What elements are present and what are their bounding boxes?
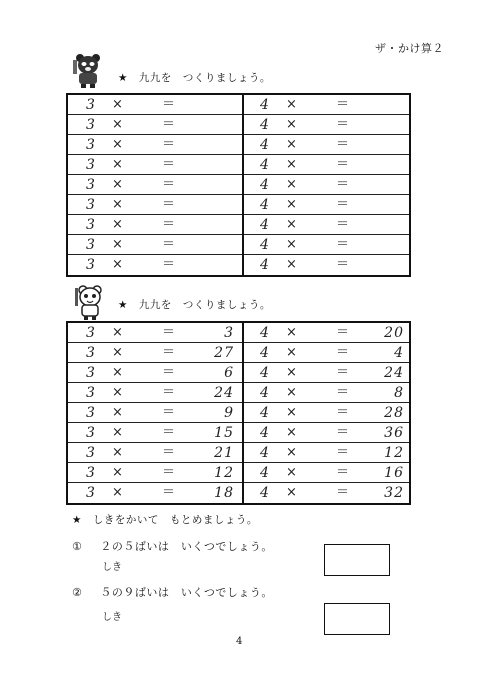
table-row: 4 × ＝ 16 [244, 463, 409, 483]
question-2 [72, 584, 273, 600]
table-row: 3 × ＝ 18 [86, 485, 234, 501]
table-row: 4 × ＝ [244, 215, 409, 235]
table-row: 4 × ＝ [260, 257, 350, 273]
table-row: 3 × ＝ 12 [68, 463, 242, 483]
table-row: 3 × ＝ [68, 235, 242, 255]
table-row: 4 × ＝ 28 [244, 403, 409, 423]
question-number: ② [72, 586, 83, 599]
answer-box-1[interactable] [324, 544, 390, 576]
table-row: 4 × ＝ [244, 115, 409, 135]
page-number: 4 [236, 636, 243, 647]
section1-title: ★ 九九を つくりましょう。 [118, 72, 271, 84]
table2-right-column [244, 323, 409, 503]
table-row: 3 × ＝ 9 [68, 403, 242, 423]
table-row: 4 × ＝ [244, 95, 409, 115]
table-row: 3 × ＝ [68, 155, 242, 175]
table-row: 4 × ＝ 12 [244, 443, 409, 463]
table-row: 3 × ＝ 21 [68, 443, 242, 463]
multiplication-table-1 [66, 93, 411, 277]
table-row: 4 × ＝ 20 [244, 323, 409, 343]
table-row: 3 × ＝ 3 [68, 323, 242, 343]
bear-mascot-icon [70, 50, 106, 88]
table-row: 3 × ＝ [68, 215, 242, 235]
multiplication-table-2 [66, 321, 411, 505]
question-number: ① [72, 540, 83, 553]
worksheet-title: ザ・かけ算２ [375, 42, 444, 55]
bear-mascot-icon [72, 282, 108, 320]
table-row: 4 × ＝ [244, 135, 409, 155]
table1-right-column [244, 95, 409, 275]
table-row: 3 × ＝ [68, 95, 242, 115]
table-row: 4 × ＝ 24 [244, 363, 409, 383]
table-row: 4 × ＝ 32 [260, 485, 404, 501]
question-text: ５の９ばいは いくつでしょう。 [100, 586, 273, 599]
table-row: 4 × ＝ [244, 235, 409, 255]
table-row: 3 × ＝ [68, 115, 242, 135]
section2-title: ★ 九九を つくりましょう。 [118, 299, 271, 311]
table-row: 4 × ＝ [244, 155, 409, 175]
table1-left-column [68, 95, 244, 275]
table-row: 4 × ＝ [244, 195, 409, 215]
table-row: 3 × ＝ 27 [68, 343, 242, 363]
table-row: 4 × ＝ 36 [244, 423, 409, 443]
table-row: 4 × ＝ 4 [244, 343, 409, 363]
table-row: 4 × ＝ [244, 175, 409, 195]
question-text: ２の５ばいは いくつでしょう。 [100, 540, 273, 553]
table-row: 3 × ＝ [68, 195, 242, 215]
table-row: 3 × ＝ 6 [68, 363, 242, 383]
table2-left-column [68, 323, 244, 503]
table-row: 4 × ＝ 8 [244, 383, 409, 403]
table-row: 3 × ＝ 15 [68, 423, 242, 443]
shiki-label: しき [102, 612, 122, 623]
answer-box-2[interactable] [324, 603, 390, 635]
section3-title: ★ しきをかいて もとめましょう。 [72, 514, 258, 526]
table-row: 3 × ＝ [86, 257, 176, 273]
table-row: 3 × ＝ [68, 175, 242, 195]
table-row: 3 × ＝ [68, 135, 242, 155]
table-row: 3 × ＝ 24 [68, 383, 242, 403]
question-1 [72, 538, 273, 554]
shiki-label: しき [102, 562, 122, 573]
